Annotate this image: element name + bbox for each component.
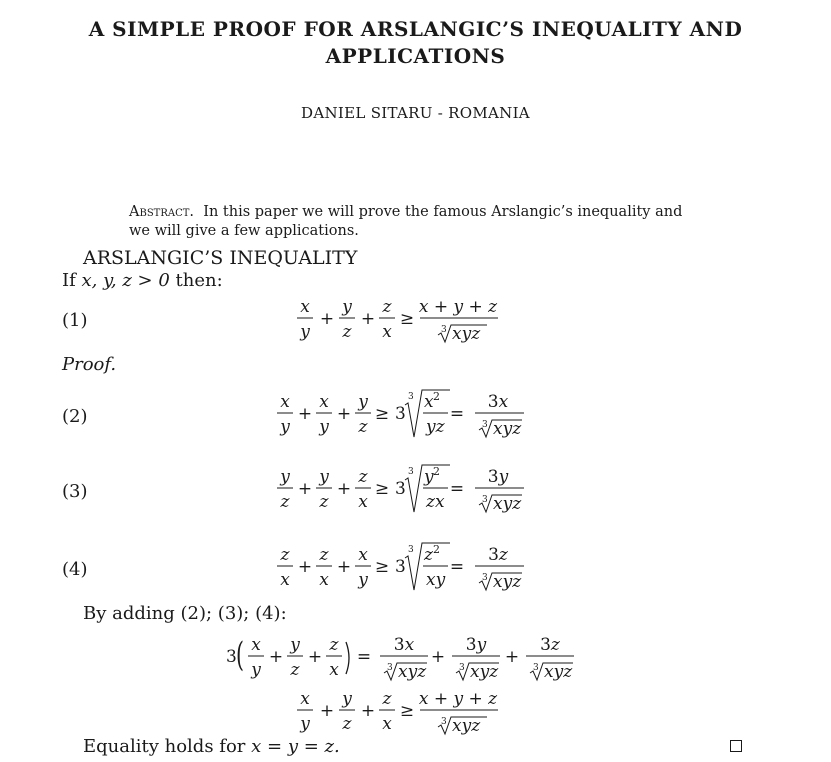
abstract [129,203,689,241]
abstract-text-2: we will give a few applications. [129,223,359,239]
svg-text:+: + [336,479,352,499]
svg-text:=: = [449,404,465,424]
eq1-label: (1) [62,310,88,331]
proof-label: Proof. [62,354,117,375]
svg-text:3z: 3z [540,635,560,655]
svg-text:3: 3 [441,717,447,727]
svg-text:+: + [319,309,335,329]
qed-box-icon [730,740,742,752]
svg-text:x: x [280,392,290,412]
svg-text:=: = [449,557,465,577]
svg-text:3: 3 [408,392,414,402]
svg-text:=: = [356,647,372,667]
svg-text:x: x [280,570,290,590]
abstract-label: Abstract. [129,204,195,220]
equality-line [83,736,340,757]
svg-text:y: y [280,467,290,487]
svg-text:z: z [358,417,368,437]
svg-text:y: y [319,417,329,437]
equation-1 [295,292,510,348]
svg-text:xyz: xyz [398,662,427,682]
svg-text:y: y [280,417,290,437]
svg-text:y: y [424,467,434,487]
svg-text:x: x [382,714,392,734]
svg-text:x: x [251,635,261,655]
qed-symbol-text [0,0,1,1]
svg-text:xyz: xyz [452,716,481,736]
svg-text:xyz: xyz [493,572,522,592]
svg-text:y: y [319,467,329,487]
svg-text:≥: ≥ [374,404,390,424]
svg-text:z: z [358,467,368,487]
adding-refs: (2); (3); (4): [180,603,287,624]
svg-text:3x: 3x [393,635,415,655]
equality-prefix: Equality holds for [83,736,246,757]
svg-text:x: x [300,689,310,709]
hypothesis-line [62,270,223,291]
svg-text:+: + [336,404,352,424]
svg-text:≥: ≥ [374,557,390,577]
adding-line [83,603,287,624]
svg-text:x: x [300,297,310,317]
svg-text:y: y [290,635,300,655]
svg-text:xyz: xyz [544,662,573,682]
hypothesis-prefix: If [62,270,76,291]
svg-text:z: z [280,492,290,512]
svg-text:3: 3 [482,573,488,583]
svg-text:3z: 3z [488,545,508,565]
svg-text:x: x [319,392,329,412]
svg-text:z: z [424,545,433,565]
eq3-label: (3) [62,481,88,502]
svg-text:z: z [382,297,392,317]
svg-text:x + y + z: x + y + z [418,297,498,317]
svg-text:3y: 3y [487,467,509,487]
svg-text:x: x [319,570,329,590]
abstract-text-1: In this paper we will prove the famous Arslangic’s inequality and [203,204,683,220]
equation-2 [272,385,537,445]
svg-text:x: x [382,322,392,342]
svg-text:2: 2 [433,465,440,478]
svg-text:3x: 3x [487,392,509,412]
svg-text:3: 3 [533,663,539,673]
svg-text:3: 3 [408,545,414,555]
equation-3 [272,460,537,520]
eq2-label: (2) [62,406,88,427]
eq4-label: (4) [62,559,88,580]
svg-text:y: y [342,689,352,709]
svg-text:x: x [329,660,339,680]
svg-text:yz: yz [426,417,445,437]
paper-title-line-1: A SIMPLE PROOF FOR ARSLANGIC’S INEQUALITY AND [88,17,743,41]
svg-text:3: 3 [395,404,406,424]
svg-text:x: x [358,492,368,512]
svg-text:+: + [360,701,376,721]
svg-text:+: + [268,647,284,667]
hypothesis-vars: x, y, z > 0 [81,270,170,291]
svg-text:y: y [300,322,310,342]
svg-text:+: + [297,479,313,499]
svg-text:xyz: xyz [470,662,499,682]
svg-text:3: 3 [387,663,393,673]
svg-text:xyz: xyz [452,324,481,344]
svg-text:+: + [360,309,376,329]
paper-title-line-2: APPLICATIONS [325,44,506,68]
hypothesis-suffix: then: [175,270,223,291]
svg-text:=: = [449,479,465,499]
svg-text:≥: ≥ [399,701,415,721]
svg-text:z: z [342,322,352,342]
svg-text:3: 3 [395,557,406,577]
svg-text:z: z [319,545,329,565]
summed-equation [222,628,582,688]
equality-condition: x = y = z. [251,736,340,757]
adding-prefix: By adding [83,603,175,624]
svg-text:zx: zx [426,492,445,512]
svg-text:3: 3 [408,467,414,477]
svg-text:y: y [358,570,368,590]
equation-4 [272,538,537,598]
svg-text:3: 3 [395,479,406,499]
svg-text:3: 3 [226,647,237,667]
svg-text:z: z [290,660,300,680]
svg-text:xy: xy [426,570,446,590]
svg-text:z: z [280,545,290,565]
svg-text:y: y [251,660,261,680]
author-line: DANIEL SITARU - ROMANIA [301,104,530,122]
svg-text:x: x [424,392,434,412]
svg-text:3y: 3y [465,635,487,655]
svg-text:+: + [336,557,352,577]
svg-text:y: y [342,297,352,317]
svg-text:3: 3 [441,325,447,335]
svg-text:3: 3 [482,420,488,430]
svg-text:y: y [300,714,310,734]
svg-text:xyz: xyz [493,419,522,439]
svg-text:+: + [297,404,313,424]
svg-text:+: + [297,557,313,577]
svg-text:+: + [504,647,520,667]
svg-text:y: y [358,392,368,412]
svg-text:z: z [329,635,339,655]
svg-text:x + y + z: x + y + z [418,689,498,709]
svg-text:3: 3 [459,663,465,673]
svg-text:z: z [342,714,352,734]
svg-text:+: + [319,701,335,721]
svg-text:≥: ≥ [399,309,415,329]
svg-text:z: z [319,492,329,512]
svg-text:+: + [307,647,323,667]
svg-text:≥: ≥ [374,479,390,499]
svg-text:x: x [358,545,368,565]
svg-text:+: + [430,647,446,667]
svg-text:3: 3 [482,495,488,505]
svg-text:(: ( [236,634,244,675]
final-inequality [295,684,510,740]
svg-text:z: z [382,689,392,709]
svg-text:2: 2 [433,543,440,556]
section-heading: ARSLANGIC’S INEQUALITY [83,247,358,269]
svg-text:xyz: xyz [493,494,522,514]
svg-text:2: 2 [433,390,440,403]
